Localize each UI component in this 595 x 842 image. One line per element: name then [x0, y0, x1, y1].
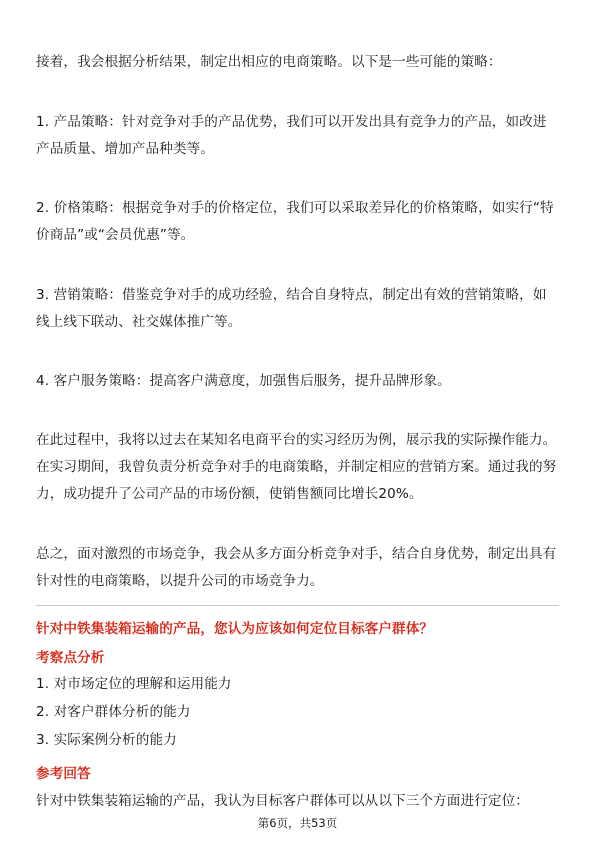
paragraph-intro: 接着，我会根据分析结果，制定出相应的电商策略。以下是一些可能的策略：: [36, 54, 502, 70]
paragraph-conclusion: 总之，面对激烈的市场竞争，我会从多方面分析竞争对手，结合自身优势，制定出具有针对性的电商策略，以提升公司的市场竞争力。: [36, 546, 557, 589]
answer-intro: 针对中铁集装箱运输的产品，我认为目标客户群体可以从以下三个方面进行定位：: [36, 793, 529, 809]
analysis-point-2: 2. 对客户群体分析的能力: [36, 704, 191, 720]
analysis-point-3: 3. 实际案例分析的能力: [36, 732, 177, 748]
page-number-footer: 第6页，共53页: [257, 816, 338, 830]
analysis-heading: 考察点分析: [36, 650, 105, 666]
analysis-point-1: 1. 对市场定位的理解和运用能力: [36, 676, 232, 692]
paragraph-internship: 在此过程中，我将以过去在某知名电商平台的实习经历为例，展示我的实际操作能力。在实习期间，我曾负责分析竞争对手的电商策略，并制定相应的营销方案。通过我的努力，成功提升了公司产品的市场份额，使销售额同比增长20%。: [36, 432, 557, 502]
answer-heading: 参考回答: [36, 766, 91, 782]
paragraph-price-strategy: 2. 价格策略：根据竞争对手的价格定位，我们可以采取差异化的价格策略，如实行“特价商品”或“会员优惠”等。: [36, 200, 554, 243]
paragraph-marketing-strategy: 3. 营销策略：借鉴竞争对手的成功经验，结合自身特点，制定出有效的营销策略，如线上线下联动、社交媒体推广等。: [36, 287, 547, 330]
question-title: 针对中铁集装箱运输的产品，您认为应该如何定位目标客户群体？: [36, 621, 434, 637]
paragraph-product-strategy: 1. 产品策略：针对竞争对手的产品优势，我们可以开发出具有竞争力的产品，如改进产品质量、增加产品种类等。: [36, 114, 547, 157]
section-divider: [36, 605, 559, 606]
paragraph-service-strategy: 4. 客户服务策略：提高客户满意度，加强售后服务，提升品牌形象。: [36, 373, 451, 389]
